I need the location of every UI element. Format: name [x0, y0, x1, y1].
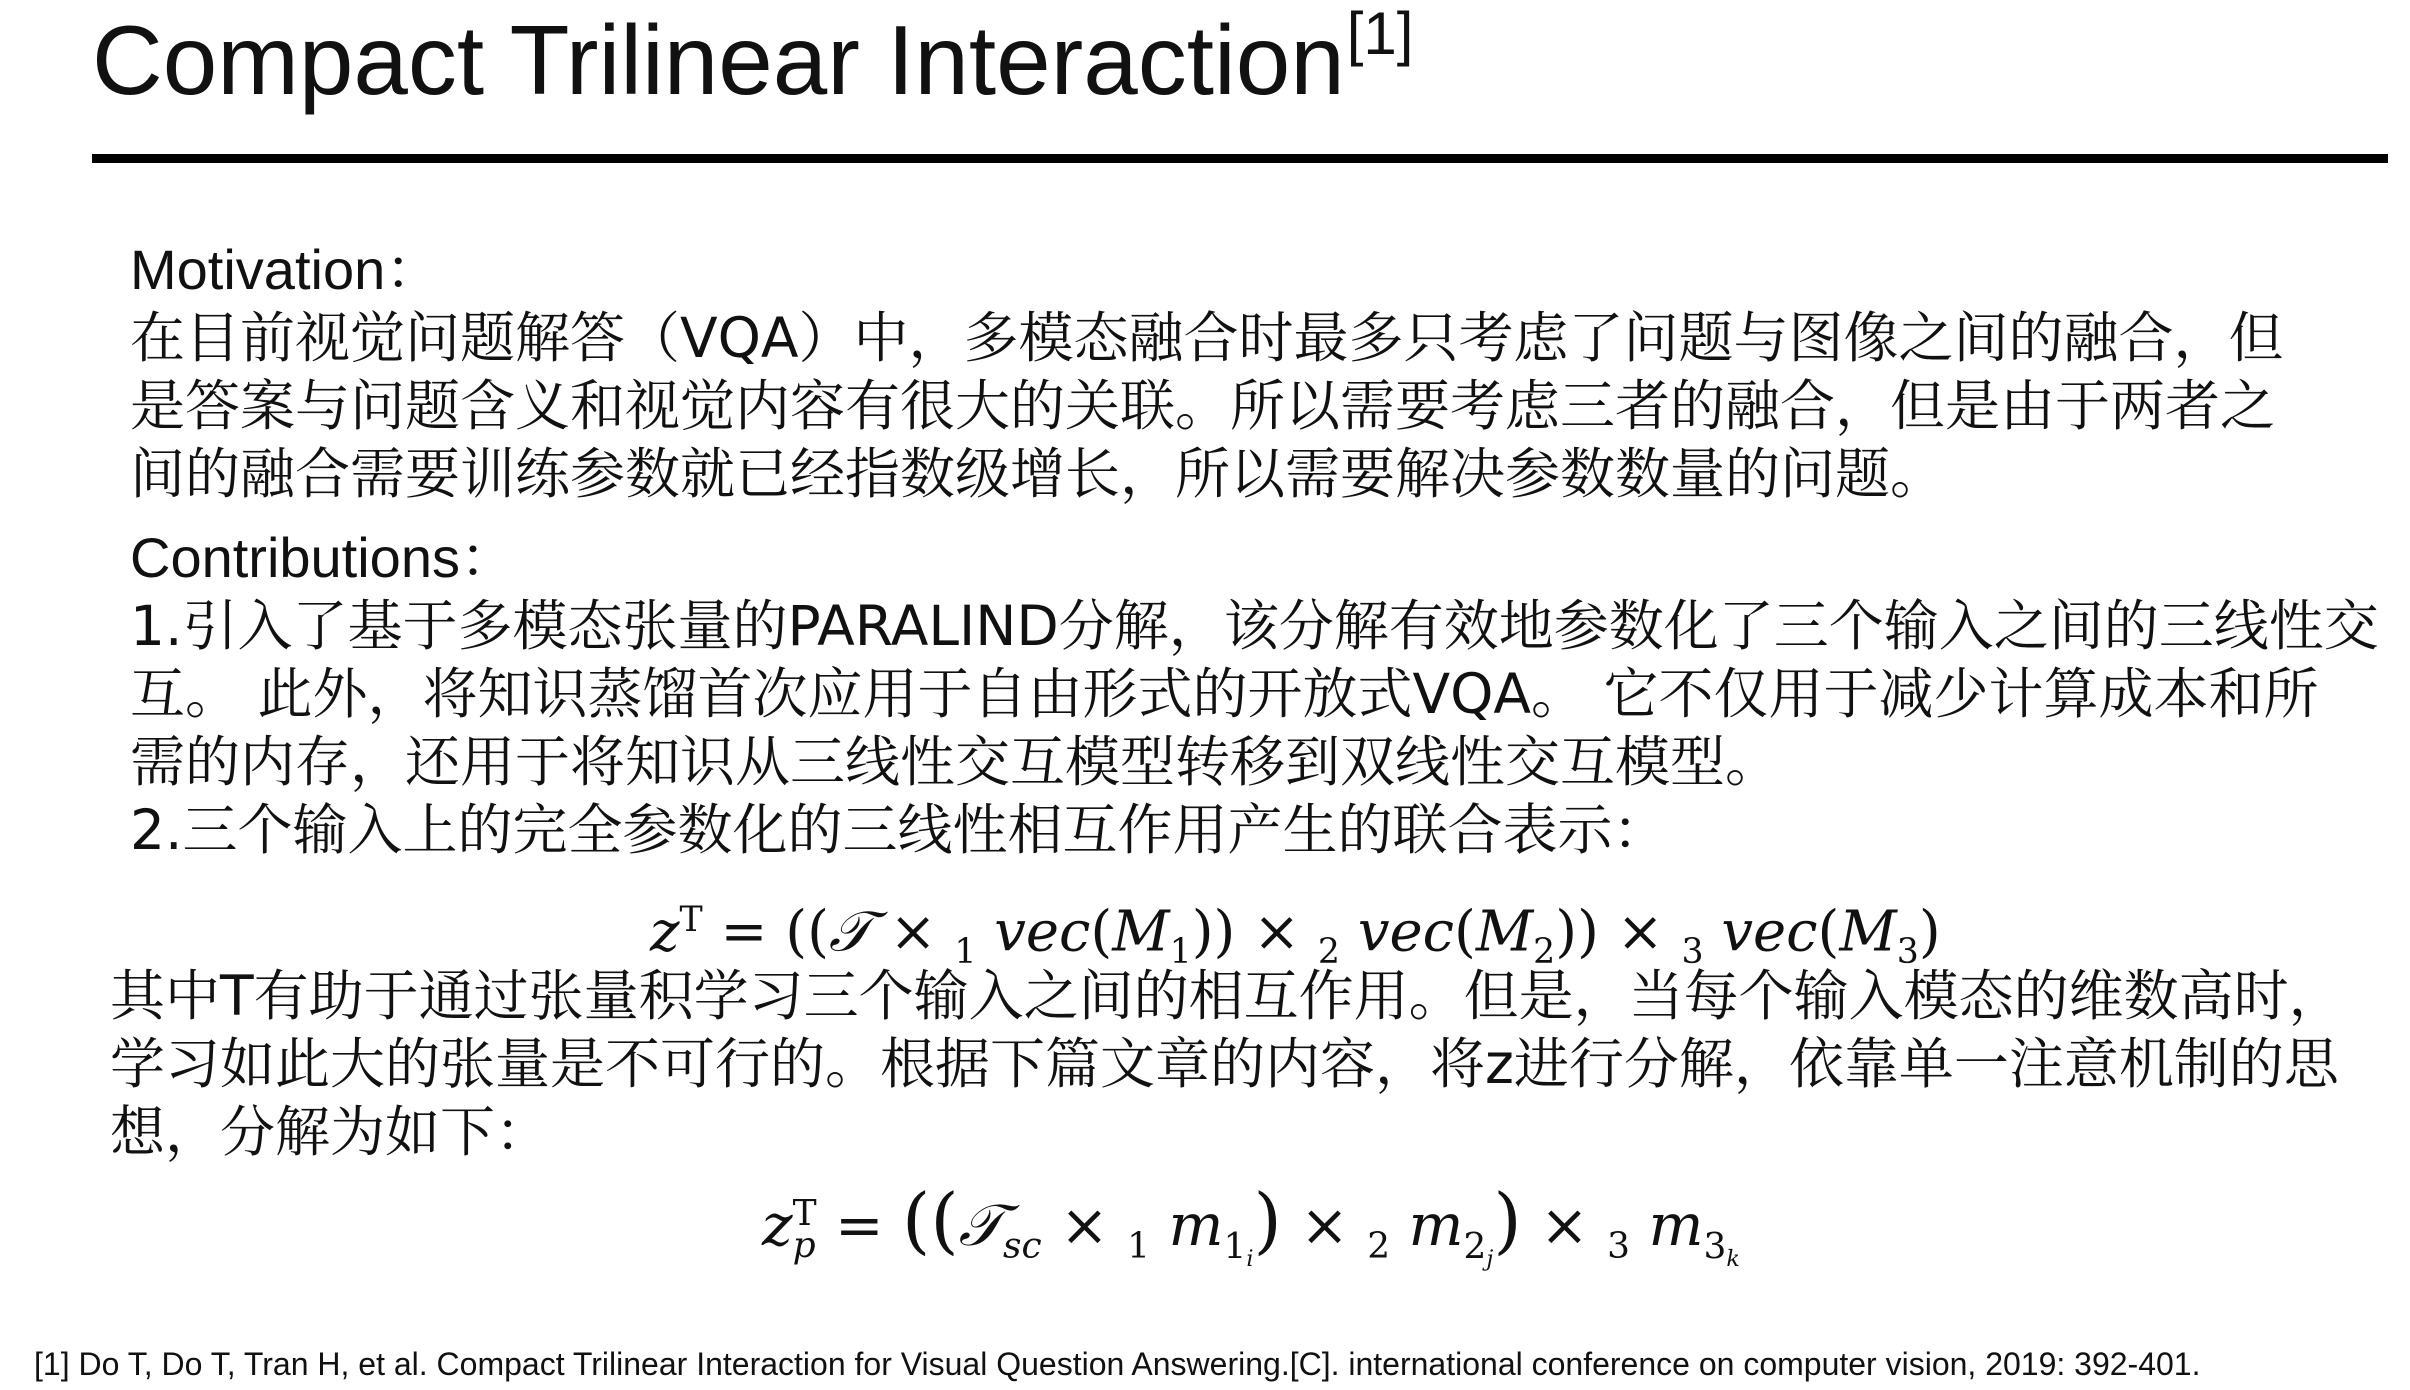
contribution-line: 1.引入了基于多模态张量的PARALIND分解，该分解有效地参数化了三个输入之间的三线性交 — [130, 594, 2379, 658]
explanation-line: 想，分解为如下： — [110, 1100, 551, 1164]
title-divider — [92, 154, 2388, 163]
explanation-line: 其中T有助于通过张量积学习三个输入之间的相互作用。但是，当每个输入模态的维数高时， — [110, 964, 2344, 1028]
equation-joint-representation: $z^T$ = ((𝒯 × $_1$ $vec(M_1)) \times _2$ $vec(M_2)) \times _3$ $vec(M_3)$ — [650, 899, 1941, 972]
contributions-paragraph — [130, 592, 2400, 864]
title-text: Compact Trilinear Interaction — [92, 5, 1345, 115]
contributions-heading: Contributions： — [130, 526, 516, 589]
explanation-paragraph — [110, 962, 2400, 1166]
motivation-heading: Motivation： — [130, 238, 442, 301]
contribution-line: 互。 此外，将知识蒸馏首次应用于自由形式的开放式VQA。 它不仅用于减少计算成本和所 — [130, 662, 2319, 726]
motivation-paragraph — [130, 304, 2400, 508]
motivation-line: 在目前视觉问题解答（VQA）中，多模态融合时最多只考虑了问题与图像之间的融合，但 — [130, 306, 2284, 370]
explanation-line: 学习如此大的张量是不可行的。根据下篇文章的内容，将z进行分解，依靠单一注意机制的思 — [110, 1032, 2339, 1096]
contribution-line: 需的内存，还用于将知识从三线性交互模型转移到双线性交互模型。 — [130, 730, 1781, 794]
title-citation: [1] — [1346, 0, 1414, 67]
footnote-reference: [1] Do T, Do T, Tran H, et al. Compact Trilinear Interaction for Visual Question Answering.[C]. international conference on computer vision, 2019: 392-401. — [34, 1346, 2201, 1382]
contribution-line: 2.三个输入上的完全参数化的三线性相互作用产生的联合表示： — [130, 798, 1668, 862]
equation-decomposition: z T p = ((𝒯$_{sc}$ × $_1$ $m_{1_i}) \times _2$ $m_{2_j}) \times _3$ $m_{3_k}$ — [762, 1179, 1740, 1272]
slide-title — [92, 0, 1413, 134]
motivation-line: 是答案与问题含义和视觉内容有很大的关联。所以需要考虑三者的融合，但是由于两者之 — [130, 374, 2276, 438]
motivation-line: 间的融合需要训练参数就已经指数级增长，所以需要解决参数数量的问题。 — [130, 442, 1946, 506]
